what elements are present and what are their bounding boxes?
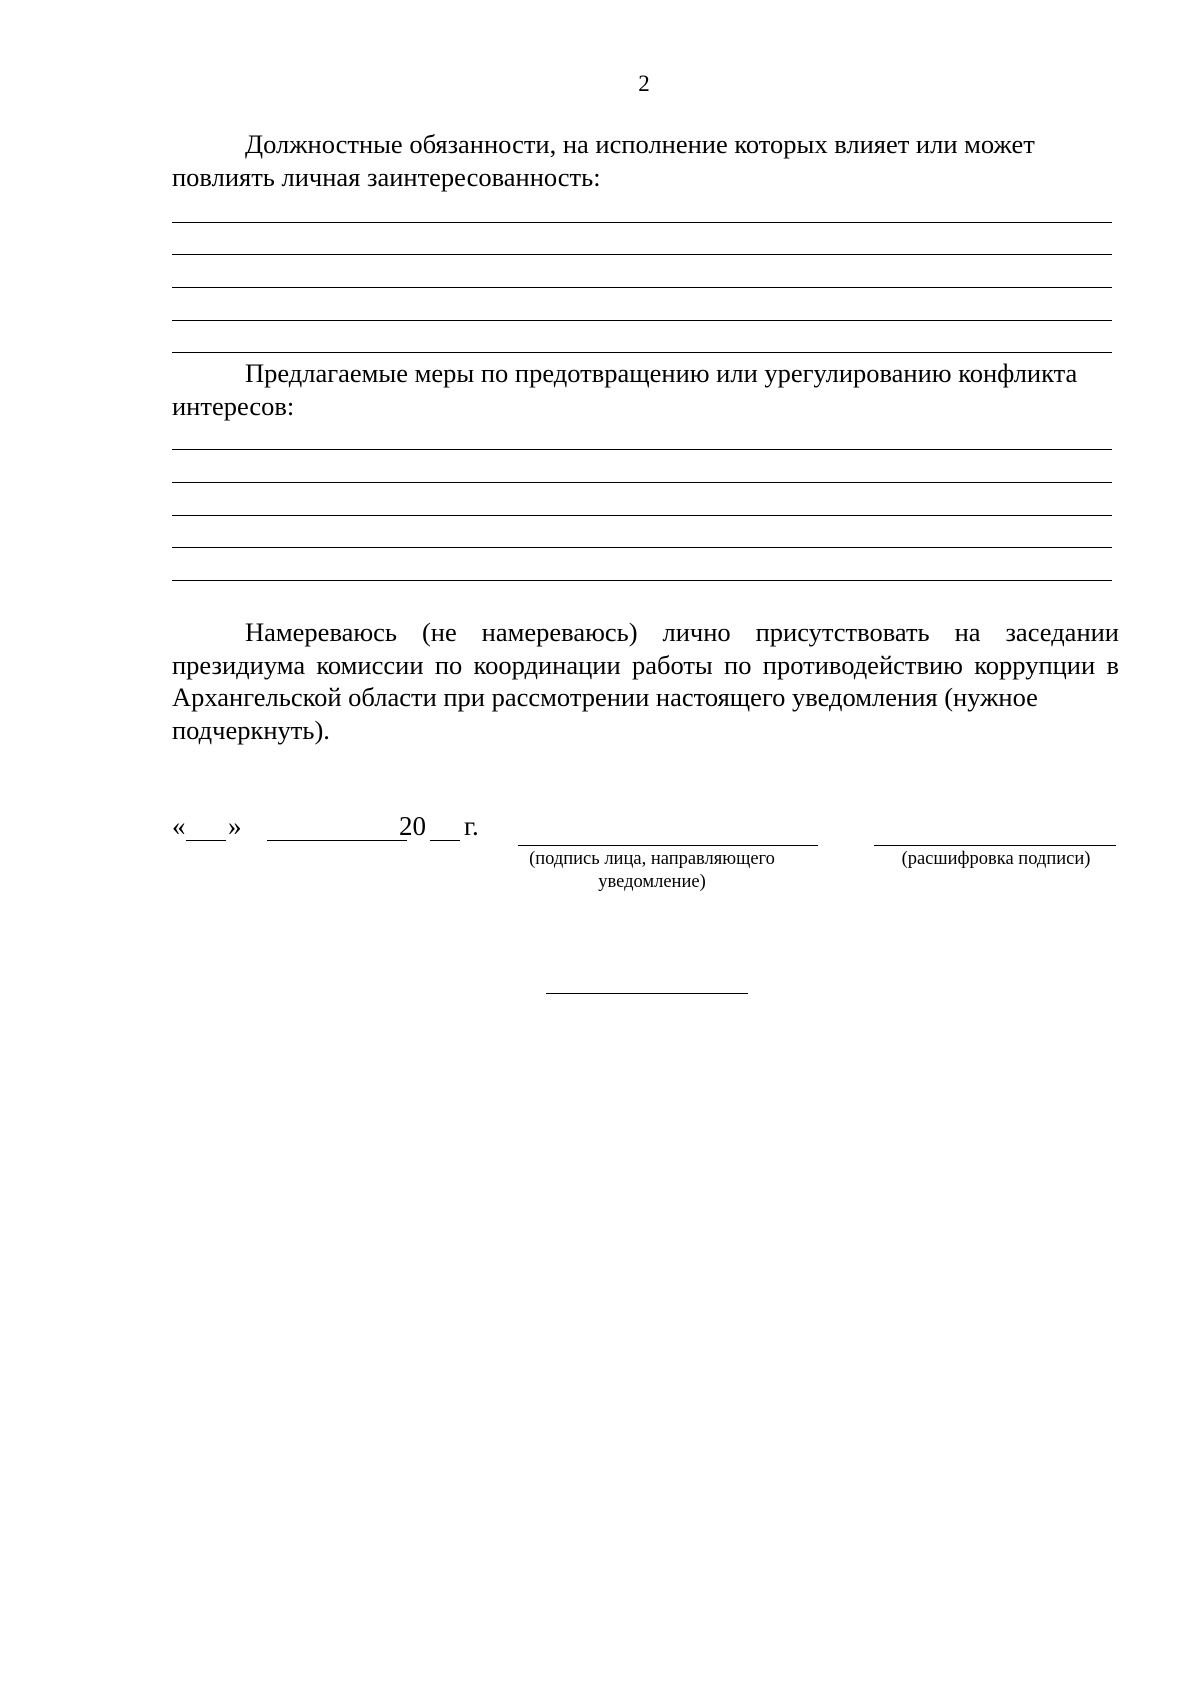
duties-text-last-line: повлиять личная заинтересованность: [172, 161, 601, 192]
date-year-suffix: г. [464, 811, 479, 841]
measures-blank-line-4 [172, 547, 1112, 548]
measures-blank-line-2 [172, 482, 1112, 483]
intent-text: Намереваюсь (не намереваюсь) лично присутствовать на заседании президиума комиссии по координации работы по противодействию коррупции в Архангельской области при рассмотрении настоящего уведомления (нужное [172, 617, 1119, 712]
measures-text: Предлагаемые меры по предотвращению или урегулированию конфликта [245, 358, 1078, 388]
date-quote-close: » [228, 811, 242, 841]
measures-paragraph [172, 357, 1119, 422]
duties-blank-line-4 [172, 320, 1112, 321]
duties-paragraph [172, 128, 1119, 193]
page-number: 2 [638, 71, 650, 96]
measures-blank-line-3 [172, 515, 1112, 516]
date-year-blank [430, 840, 460, 841]
signature-caption: (подпись лица, направляющего уведомление) [529, 849, 775, 892]
signature-blank-line [518, 845, 818, 846]
signature-decoding-blank-line [874, 845, 1116, 846]
decoding-caption: (расшифровка подписи) [901, 849, 1091, 869]
measures-blank-line-1 [172, 449, 1112, 450]
duties-blank-line-1 [172, 222, 1112, 223]
end-divider [546, 993, 748, 994]
date-year-prefix: 20 [399, 811, 426, 841]
duties-blank-line-2 [172, 254, 1112, 255]
intent-text-last-line: подчеркнуть). [172, 714, 330, 745]
date-quote-open: « [172, 811, 186, 841]
duties-text: Должностные обязанности, на исполнение которых влияет или может [245, 129, 1035, 159]
date-day-blank [186, 840, 226, 841]
intent-paragraph [172, 616, 1119, 746]
measures-text-last-line: интересов: [172, 390, 295, 421]
date-month-blank [267, 840, 407, 841]
duties-blank-line-5 [172, 352, 1112, 353]
measures-blank-line-5 [172, 580, 1112, 581]
duties-blank-line-3 [172, 287, 1112, 288]
